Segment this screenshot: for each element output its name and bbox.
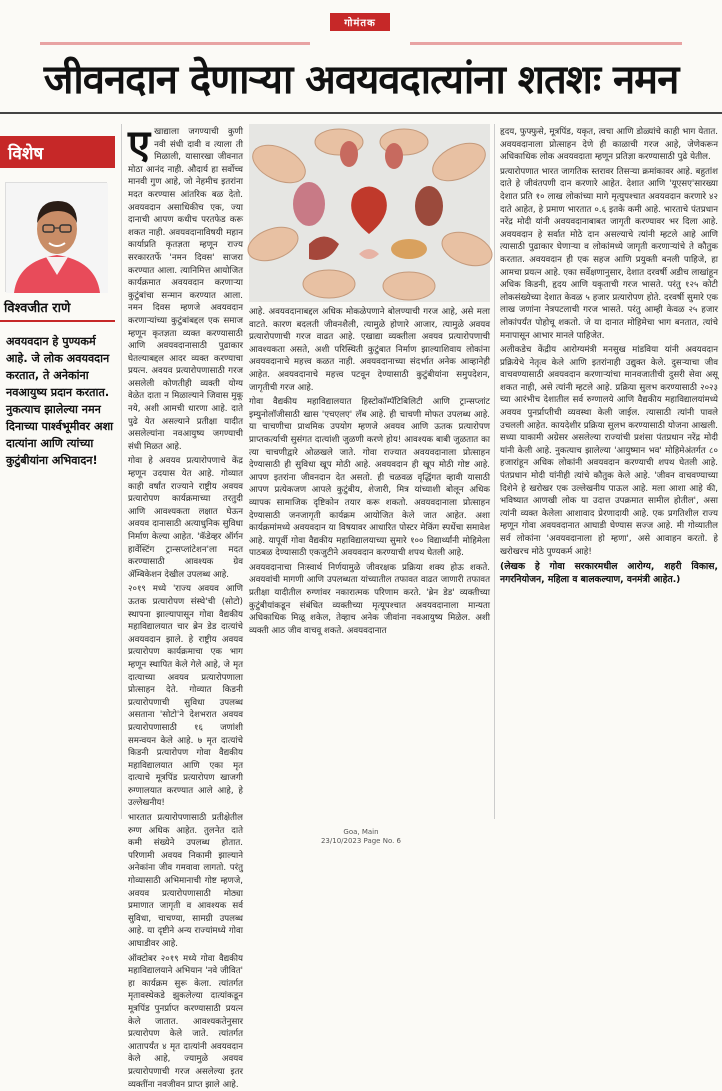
paragraph: अवयवदानाचा निःस्वार्थ निर्णयामुळे जीवरक्षक प्रक्रिया शक्य होऊ शकते. अवयवांची मागणी आणि उपलब्धता यांच्यातील तफावत वाढत जाणारी तफावत प्रतीक्षा यादीतील रुग्णांवर नकारात्मक परिणाम करते. 'ब्रेन डेड' व्यक्तीच्या कुटुंबीयांकडून संबंधित व्यक्तीच्या मृत्यूपश्चात अवयवदानाला मान्यता अधिकाधिक मिळू शकेल, तेव्हाच अनेक जीवांना नवआयुष्य मिळेल. अशी व्यक्ती आठ जीव वाचवू शकते. अवयवदानात [249, 562, 490, 636]
article-column-3 [500, 126, 718, 826]
paragraph: आहे. अवयवदानाबद्दल अधिक मोकळेपणाने बोलण्याची गरज आहे, असे मला वाटते. कारण बदलती जीवनशैली, त्यामुळे होणारे आजार, त्यामुळे अवयव प्रत्यारोपणाची गरज वाढत आहे. एखाद्या व्यक्तीला अवयव प्रत्यारोपणाची आवश्यकता असते, अशी परिस्थिती कुटुंबात निर्माण झाल्याशिवाय लोकांना अवयवदानाचे महत्त्व कळत नाही. अवयवदानाच्या संदर्भात अनेक आव्हानेही आहेत. अवयवदानाचे महत्त्व पटवून देण्यासाठी कुटुंबीयांना समुपदेशन, जागृतीची गरज आहे. [249, 307, 490, 393]
page-footer [0, 828, 722, 846]
paragraph: खाद्याला जगण्याची कुणी नवी संधी दावी व त्याला ती मिळाली, यासारखा जीवनात मोठा आनंद नाही. औदार्य हा सर्वोच्च मानवी गुण आहे, जो नेहमीच इतरांना मदत करण्यास आंतरिक बळ देतो. अवयवदान असाधिकीच एक, ज्या दानाची आपण कधीच परतफेड करू शकत नाही. अवयवदानाविषयी महान कार्याप्रति कृतज्ञता म्हणून राज्य सरकारतर्फे 'नमन दिवस' साजरा करण्यात आला. त्यानिमित्त आयोजित कार्यक्रमात अवयवदान करणाऱ्या कुटुंबांचा सन्मान करण्यात आला. नमन दिवस म्हणजे अवयवदान करणाऱ्यांच्या कुटुंबांबद्दल एक समाज म्हणून कृतज्ञता व्यक्त करण्यासाठी आणि अवयवदानासाठी पुढाकार घेतल्याबद्दल आदर व्यक्त करण्याचा प्रयत्न. अवयव प्रत्यारोपणासाठी गरज असलेली कोणतीही व्यक्ती योग्य वेळेत दाता न मिळाल्याने जिवास मुकू नये, अशी आमची धारणा आहे. दाते पुढे येत असल्याने प्रतीक्षा यादीत असलेल्यांना नवआयुष्य जगण्याची संधी मिळत आहे. [128, 127, 243, 452]
paragraph: गोवा वैद्यकीय महाविद्यालयात हिस्टोकॉम्पॅटिबिलिटी आणि ट्रान्सप्लांट इम्युनोलॉजीसाठी खास 'एचएलए' लॅब आहे. ही चाचणी मोफत उपलब्ध आहे. या चाचणीचा प्राथमिक उपयोग म्हणजे अवयव आणि ऊतक प्रत्यारोपण प्राप्तकर्त्याची सुसंगत दात्यांशी जुळणी करणे होय! आवश्यक बाबी जुळतात का त्या चाचणीद्वारे ओळखले जाते. गोवा राज्यात अवयवदानाला प्रोत्साहन देण्यासाठी ही सुविधा खूप मोठी आहे. अवयवदान ही खूप मोठी गोष्ट आहे. आपण इतरांना जीवनदान देत असतो. ही चळवळ वृद्धिंगत व्हावी यासाठी आपण प्रत्येकजण आपले कुटुंबीय, शेजारी, मित्र यांच्याशी बोलून अधिक व्यापक सामाजिक दृष्टिकोन तयार करू शकतो. अवयवदानाला प्रोत्साहन देण्यासाठी जनजागृती कार्यक्रम आयोजित केले जात आहेत. अशा कार्यक्रमांमध्ये अवयवदान या विषयावर आधारित पोस्टर मेकिंग स्पर्धेचा समावेश आहे. यापूर्वी गोवा वैद्यकीय महाविद्यालयाच्या सुमारे १०० विद्यार्थ्यांनी मोहिमेला पाठबळ देण्यासाठी एकजुटीने अवयवदान करण्याची शपथ घेतली आहे. [249, 397, 490, 559]
masthead-rule-left [40, 42, 310, 45]
article-column-2 [249, 306, 490, 824]
headline: जीवनदान देणाऱ्या अवयवदात्यांना शतशः नमन [43, 57, 679, 103]
paragraph: हृदय, फुफ्फुसे, मूत्रपिंड, यकृत, त्वचा आणि डोळ्यांचे काही भाग येतात. अवयवदानाला प्रोत्साहन देणे ही काळाची गरज आहे, जेणेकरून अधिकाधिक लोक अवयवदाता म्हणून प्रतिज्ञा करण्यासाठी पुढे येतील. [500, 127, 718, 163]
paragraph: गोवा हे अवयव प्रत्यारोपणाचे केंद्र म्हणून उदयास येत आहे. गोव्यात काही वर्षांत राज्याने राष्ट्रीय अवयव प्रत्यारोपण कार्यक्रमाच्या तरतुदी आणि आवश्यकता लक्षात घेऊन अवयव दानासाठी अत्याधुनिक सुविधा निर्माण केल्या आहेत. 'कॅडेव्हर ऑर्गन हार्वेस्टिंग ट्रान्सप्लांटेशन'ला मदत करण्यासाठी आवश्यक ग्रेव ॲम्बिकेशन देखील उपलब्ध आहे. [128, 456, 243, 580]
paragraph: २०१९ मध्ये 'राज्य अवयव आणि ऊतक प्रत्यारोपण संस्थे'ची (सोटो) स्थापना झाल्यापासून गोवा वैद्यकीय महाविद्यालयात चार ब्रेन डेड दात्यांचे अवयवदान झाले. हे राष्ट्रीय अवयव प्रत्यारोपण कार्यक्रमाचा एक भाग म्हणून स्थापित केले गेले आहे, जे मृत दात्याच्या अवयव प्रत्यारोपणाला प्रोत्साहन देते. गोव्यात किडनी प्रत्यारोपणाची सुविधा उपलब्ध असताना 'सोटो'ने देशभरात अवयव प्रत्यारोपणासाठी १६ जणांशी समन्वयन केले आहे. ७ मृत दात्यांचे किडनी प्रत्यारोपण गोवा वैद्यकीय महाविद्यालयात आणि एका मृत दात्याचे मूत्रपिंड प्रत्यारोपण खाजगी रुग्णालयात करण्यात आले आहे, हे उल्लेखनीय! [128, 584, 243, 809]
pull-quote: अवयवदान हे पुण्यकर्म आहे. जे लोक अवयवदान करतात, ते अनेकांना नवआयुष्य प्रदान करतात. नुकत्याच झालेल्या नमन दिनाच्या पार्श्वभूमीवर अशा दात्यांना आणि त्यांच्या कुटुंबीयांना अभिवादन! [6, 335, 114, 467]
column-divider [494, 124, 495, 819]
author-note: (लेखक हे गोवा सरकारमधील आरोग्य, शहरी विकास, नगरनियोजन, महिला व बालकल्याण, वनमंत्री आहेत.) [500, 561, 718, 586]
masthead-logo: गोमंतक [330, 13, 390, 31]
article-column-1 [128, 121, 243, 1090]
column-divider [121, 124, 122, 819]
drop-cap: ए [128, 121, 151, 168]
headline-rule [0, 112, 722, 114]
author-photo [5, 182, 107, 292]
paragraph: प्रत्यारोपणात भारत जागतिक स्तरावर तिसऱ्या क्रमांकावर आहे. बहुतांश दाते हे जीवंतपणी दान करणारे आहेत. देशात आणि 'यूएसए'सारख्या देशात प्रति १० लाख लोकांच्या मागे मृत्युपश्चात अवयवदान करणारे ४२ दाते आहेत, हे प्रमाण भारतात ०.६ इतके कमी आहे. भारताचे पंतप्रधान नरेंद्र मोदी यांनी अवयवदानाबाबत जागृती करण्यावर भर दिला आहे. अवयवदान हे सर्वात मोठे दान असल्याचे त्यांनी म्हटले आहे आणि त्यासाठी पुढाकार घेणाऱ्या व लोकांमध्ये जागृती करणाऱ्यांचे ते कौतुक करतात. अवयवदान ही एक सहज आणि प्रयुक्ती बनली पाहिजे, हा आमचा प्रयत्न आहे. एका सर्वेक्षणानुसार, देशात दरवर्षी अडीच लाखांहून अधिक किडनी, हृदय आणि यकृताची गरज भासते. परंतु १२५ कोटी लोकसंख्येच्या देशात केवळ ५ हजार प्रत्यारोपण होते. दरवर्षी सुमारे एक लाख जणांना नेत्रपटलाची गरज भासते. परंतु आम्ही केवळ २५ हजार लोकांपर्यंत पोहोचू शकतो. जे या दानात मोहिमेचा भाग बनतात, त्यांचे मनापासून आभार मानले पाहिजेत. [500, 166, 718, 341]
paragraph: अलीकडेच केंद्रीय आरोग्यमंत्री मनसुख मांडविया यांनी अवयवदान प्रक्रियेचे नेतृत्व केले आणि इतरांनाही उद्युक्त केले. दुसऱ्याचा जीव वाचवण्यासाठी अवयवदान करणाऱ्यांचा मानवजातीची दुसरी सेवा असू शकत नाही, असे त्यांनी म्हटले आहे. प्रक्रिया सुलभ करण्यासाठी २०२३ च्या आरंभीच देशातील सर्व रुग्णालये आणि वैद्यकीय महाविद्यालयांमध्ये अवयव पुनर्प्राप्तीची व्यवस्था केली जाईल. त्यासाठी त्यांनी पावले उचलली आहेत. कायदेशीर प्रक्रिया सुलभ करण्यासाठी योजना आखली. सध्या याकामी अग्रेसर असलेल्या राज्यांची प्रशंसा पंतप्रधान नरेंद्र मोदी यांनी केली आहे. नुकत्याच झालेल्या 'आयुष्मान भव' मोहिमेअंतर्गत ८० हजारांहून अधिक लोकांनी अवयवदान करण्याची शपथ घेतली आहे. पंतप्रधान मोदी यांनीही त्यांचे कौतुक केले आहे. 'जीवन वाचवण्याच्या दिशेने हे खरोखर एक उल्लेखनीय पाऊल आहे. मला आशा आहे की, भविष्यात आणखी लोक या उदात्त उपक्रमात सामील होतील', असा त्यांनी व्यक्त केलेला आशावाद प्रेरणादायी आहे. एक प्रगतिशील राज्य म्हणून गोवा अवयवदानात आघाडी घेण्यास सज्ज आहे. मी गोव्यातील सर्व लोकांना 'अवयवदानाला हो म्हणा', असे आवाहन करतो. हे खरोखरच मोठे पुण्यकर्म आहे! [500, 345, 718, 557]
author-portrait-image [6, 183, 108, 293]
byline-rule [0, 320, 115, 322]
masthead-rule-right [410, 42, 682, 45]
paragraph: ऑक्टोबर २०१९ मध्ये गोवा वैद्यकीय महाविद्यालयाने अभियान 'नवे जीवित' हा कार्यक्रम सुरू केला. त्यांतर्गत मृतावस्थेकडे झुकलेल्या दात्यांकडून मूत्रपिंड पुनर्प्राप्त करण्यासाठी प्रयत्न केले जातात. आवश्यकतेनुसार प्रत्यारोपण केले जाते. त्यांतर्गत आतापर्यंत ४ मृत दात्यांनी अवयवदान केले आहे, ज्यामुळे अवयव प्रत्यारोपणाची गरज असलेल्या इतर व्यक्तींना नवजीवन प्राप्त झाले आहे. [128, 953, 243, 1090]
edition-label: Goa, Main [343, 828, 379, 836]
date-page-label: 23/10/2023 Page No. 6 [320, 837, 402, 845]
feature-image [249, 124, 490, 302]
paragraph: भारतात प्रत्यारोपणासाठी प्रतीक्षेतील रुग्ण अधिक आहेत. तुलनेत दाते कमी संख्येने उपलब्ध होतात. परिणामी अवयव निकामी झाल्याने अनेकांना जीव गमवावा लागतो. परंतु गोव्यासाठी अभिमानाची गोष्ट म्हणजे, अवयव प्रत्यारोपणासाठी मोठ्या प्रमाणात जागृती व आवश्यक सर्व सुविधा, चाचण्या, सामग्री उपलब्ध आहे. या दृष्टीने अन्य राज्यांमध्ये गोवा आघाडीवर आहे. [128, 813, 243, 949]
author-name: विश्वजीत राणे [4, 301, 71, 316]
hands-holding-organs-image [249, 124, 490, 302]
section-label: विशेष [0, 136, 115, 168]
